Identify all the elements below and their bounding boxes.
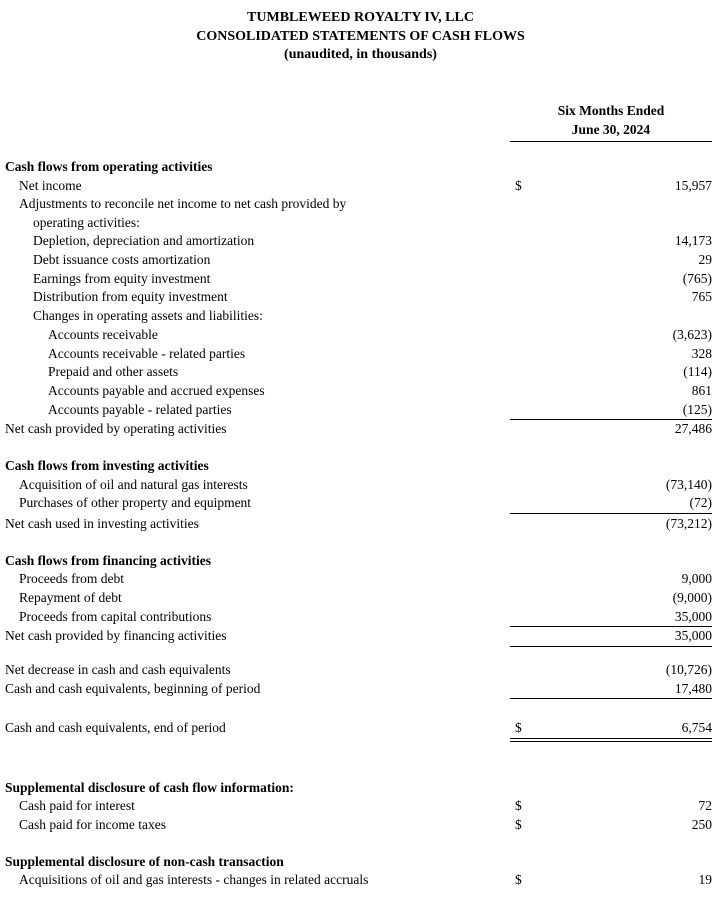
capital-label: Proceeds from capital contributions xyxy=(19,609,212,624)
investing-heading: Cash flows from investing activities xyxy=(5,458,209,473)
beginning-cash-row xyxy=(0,681,721,699)
operating-heading: Cash flows from operating activities xyxy=(5,159,213,174)
operating-total-row xyxy=(0,421,721,439)
ap-related-row xyxy=(0,402,721,420)
ending-cash-dollar: $ xyxy=(515,720,522,735)
company-name: TUMBLEWEED ROYALTY IV, LLC xyxy=(247,10,474,25)
purchases-row xyxy=(0,495,721,513)
debt-costs-value: 29 xyxy=(698,252,712,267)
changes-heading: Changes in operating assets and liabilities: xyxy=(33,308,263,323)
repayment-row xyxy=(0,590,721,608)
ar-related-value: 328 xyxy=(691,346,712,361)
operating-subtotal-rule xyxy=(510,419,712,420)
acquisition-value: (73,140) xyxy=(665,477,712,492)
investing-subtotal-rule xyxy=(510,513,712,514)
depletion-label: Depletion, depreciation and amortization xyxy=(33,233,255,248)
ar-related-row xyxy=(0,346,721,364)
financing-heading: Cash flows from financing activities xyxy=(5,553,211,568)
supplemental-heading-row xyxy=(0,780,721,798)
supplemental-heading: Supplemental disclosure of cash flow information: xyxy=(5,780,294,795)
statement-subtitle: (unaudited, in thousands) xyxy=(284,47,437,62)
debt-costs-label: Debt issuance costs amortization xyxy=(33,252,211,267)
prepaid-row xyxy=(0,364,721,382)
taxes-value: 250 xyxy=(691,817,712,832)
ar-label: Accounts receivable xyxy=(48,327,158,342)
repayment-value: (9,000) xyxy=(672,590,712,605)
proceeds-debt-row xyxy=(0,571,721,589)
proceeds-debt-value: 9,000 xyxy=(681,571,712,586)
statement-title: CONSOLIDATED STATEMENTS OF CASH FLOWS xyxy=(196,29,525,44)
ending-cash-row xyxy=(0,720,721,738)
ap-label: Accounts payable and accrued expenses xyxy=(48,383,265,398)
noncash-heading-row xyxy=(0,854,721,872)
investing-heading-row xyxy=(0,458,721,476)
purchases-label: Purchases of other property and equipment xyxy=(19,495,252,510)
noncash-acquisitions-label: Acquisitions of oil and gas interests - changes in related accruals xyxy=(19,872,369,887)
ar-row xyxy=(0,327,721,345)
investing-total-label: Net cash used in investing activities xyxy=(5,516,199,531)
noncash-acquisitions-row xyxy=(0,872,721,890)
repayment-label: Repayment of debt xyxy=(19,590,122,605)
interest-value: 72 xyxy=(698,798,712,813)
column-header-date: June 30, 2024 xyxy=(571,122,651,137)
net-decrease-row xyxy=(0,662,721,680)
ar-related-label: Accounts receivable - related parties xyxy=(48,346,246,361)
beginning-cash-label: Cash and cash equivalents, beginning of period xyxy=(5,681,261,696)
financing-total-rule xyxy=(510,646,712,647)
noncash-acquisitions-dollar: $ xyxy=(515,872,522,887)
adjustments-row-2 xyxy=(0,215,721,233)
adjustments-label-2: operating activities: xyxy=(33,215,140,230)
taxes-label: Cash paid for income taxes xyxy=(19,817,166,832)
net-decrease-value: (10,726) xyxy=(665,662,712,677)
depletion-row xyxy=(0,233,721,251)
ar-value: (3,623) xyxy=(672,327,712,342)
financing-total-label: Net cash provided by financing activities xyxy=(5,628,227,643)
ending-cash-value: 6,754 xyxy=(681,720,712,735)
equity-earnings-row xyxy=(0,271,721,289)
ap-related-label: Accounts payable - related parties xyxy=(48,402,232,417)
operating-heading-row xyxy=(0,159,721,177)
acquisition-label: Acquisition of oil and natural gas interests xyxy=(19,477,248,492)
financing-total-value: 35,000 xyxy=(674,628,712,643)
capital-value: 35,000 xyxy=(674,609,712,624)
noncash-acquisitions-value: 19 xyxy=(698,872,712,887)
taxes-row xyxy=(0,817,721,835)
prepaid-value: (114) xyxy=(683,364,712,379)
ending-cash-label: Cash and cash equivalents, end of period xyxy=(5,720,226,735)
financing-heading-row xyxy=(0,553,721,571)
depletion-value: 14,173 xyxy=(674,233,712,248)
proceeds-debt-label: Proceeds from debt xyxy=(19,571,124,586)
operating-total-label: Net cash provided by operating activities xyxy=(5,421,227,436)
column-header-rule xyxy=(510,141,712,142)
column-header-period: Six Months Ended xyxy=(557,103,665,118)
investing-total-value: (73,212) xyxy=(665,516,712,531)
adjustments-label: Adjustments to reconcile net income to net cash provided by xyxy=(19,196,347,211)
noncash-heading: Supplemental disclosure of non-cash transaction xyxy=(5,854,284,869)
net-income-label: Net income xyxy=(19,178,82,193)
debt-costs-row xyxy=(0,252,721,270)
investing-total-row xyxy=(0,516,721,534)
ap-row xyxy=(0,383,721,401)
net-decrease-label: Net decrease in cash and cash equivalents xyxy=(5,662,231,677)
financing-subtotal-rule xyxy=(510,626,712,627)
beginning-cash-rule xyxy=(510,698,712,699)
ap-related-value: (125) xyxy=(682,402,712,417)
net-income-value: 15,957 xyxy=(674,178,712,193)
equity-distribution-row xyxy=(0,289,721,307)
prepaid-label: Prepaid and other assets xyxy=(48,364,179,379)
interest-dollar: $ xyxy=(515,798,522,813)
purchases-value: (72) xyxy=(689,495,712,510)
equity-earnings-value: (765) xyxy=(682,271,712,286)
interest-row xyxy=(0,798,721,816)
ap-value: 861 xyxy=(691,383,712,398)
interest-label: Cash paid for interest xyxy=(19,798,135,813)
equity-distribution-label: Distribution from equity investment xyxy=(33,289,228,304)
operating-total-value: 27,486 xyxy=(674,421,712,436)
capital-row xyxy=(0,609,721,627)
taxes-dollar: $ xyxy=(515,817,522,832)
equity-distribution-value: 765 xyxy=(691,289,712,304)
net-income-dollar: $ xyxy=(515,178,522,193)
equity-earnings-label: Earnings from equity investment xyxy=(33,271,211,286)
acquisition-row xyxy=(0,477,721,495)
beginning-cash-value: 17,480 xyxy=(674,681,712,696)
changes-heading-row xyxy=(0,308,721,326)
ending-cash-double-rule xyxy=(510,738,712,742)
net-income-row xyxy=(0,178,721,196)
financing-total-row xyxy=(0,628,721,646)
adjustments-row xyxy=(0,196,721,214)
